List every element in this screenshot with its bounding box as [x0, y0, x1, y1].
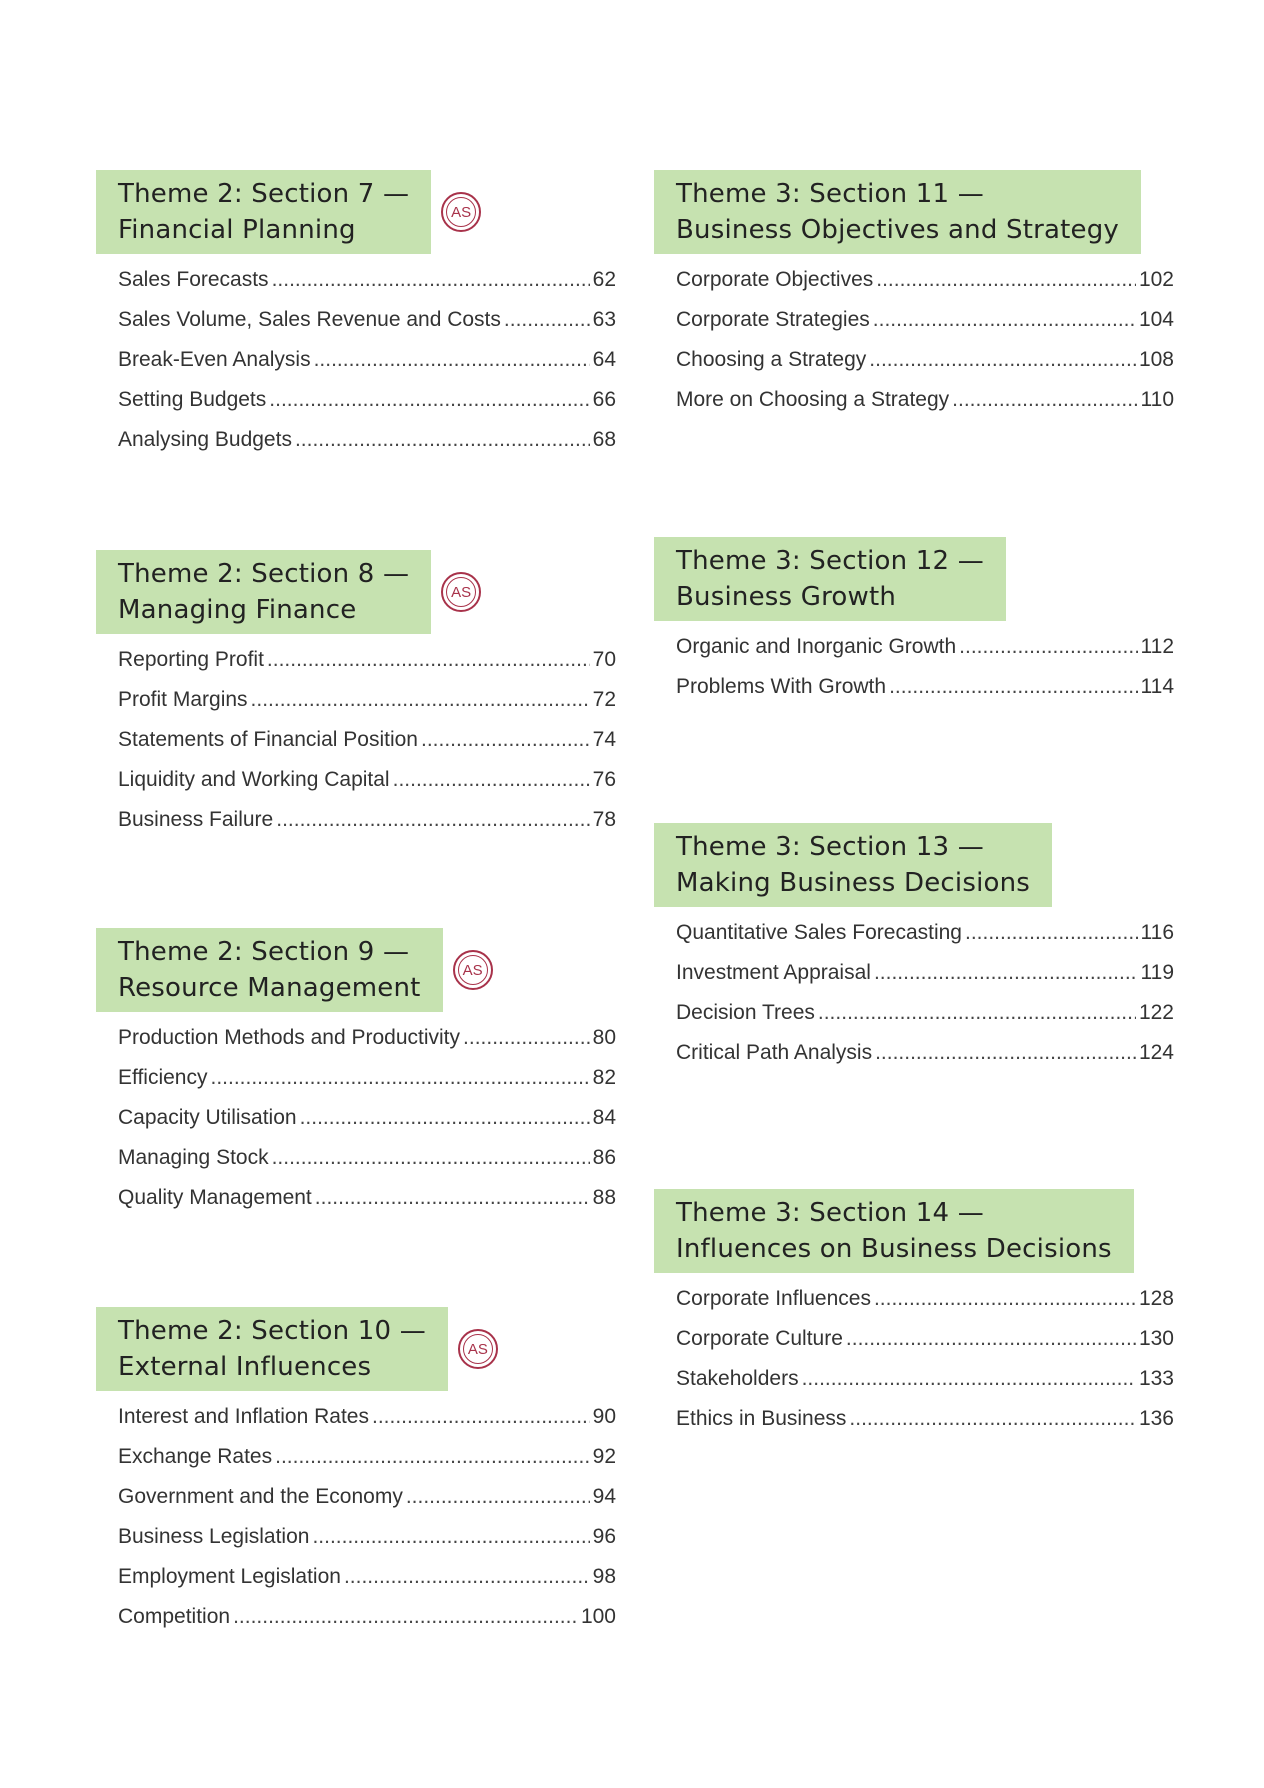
- section-header-line1: Theme 2: Section 7 —: [118, 179, 410, 209]
- section-10: [96, 1307, 616, 1645]
- section-header: [654, 170, 1141, 254]
- toc-entry[interactable]: Business Legislation ..... 96: [118, 1525, 616, 1565]
- toc-entry[interactable]: Choosing a Strategy ..... 108: [676, 348, 1174, 388]
- toc-list: [96, 268, 616, 468]
- toc-entry[interactable]: Analysing Budgets ..... 68: [118, 428, 616, 468]
- toc-entry[interactable]: Corporate Influences ..... 128: [676, 1287, 1174, 1327]
- toc-entry[interactable]: Critical Path Analysis ..... 124: [676, 1041, 1174, 1081]
- section-header-line2: Managing Finance: [118, 595, 357, 625]
- toc-entry[interactable]: Sales Volume, Sales Revenue and Costs ..... 63: [118, 308, 616, 348]
- toc-entry[interactable]: Quantitative Sales Forecasting ..... 116: [676, 921, 1174, 961]
- section-header: [96, 928, 443, 1012]
- toc-entry[interactable]: Setting Budgets ..... 66: [118, 388, 616, 428]
- section-header: [96, 170, 431, 254]
- toc-entry[interactable]: Interest and Inflation Rates ..... 90: [118, 1405, 616, 1445]
- toc-entry[interactable]: Capacity Utilisation ..... 84: [118, 1106, 616, 1146]
- section-header-line1: Theme 3: Section 14 —: [676, 1198, 984, 1228]
- toc-entry[interactable]: Efficiency ..... 82: [118, 1066, 616, 1106]
- toc-list: [654, 1287, 1174, 1447]
- toc-entry[interactable]: Organic and Inorganic Growth ..... 112: [676, 635, 1174, 675]
- section-9: [96, 928, 616, 1226]
- section-header-line1: Theme 2: Section 9 —: [118, 937, 410, 967]
- toc-list: [654, 268, 1174, 428]
- section-13: [654, 823, 1174, 1081]
- section-14: [654, 1189, 1174, 1447]
- toc-entry[interactable]: Stakeholders ..... 133: [676, 1367, 1174, 1407]
- toc-entry[interactable]: Corporate Culture ..... 130: [676, 1327, 1174, 1367]
- section-header-line2: Business Growth: [676, 582, 897, 612]
- as-badge-icon: AS: [441, 572, 481, 612]
- section-header: [96, 550, 431, 634]
- toc-entry[interactable]: Competition ..... 100: [118, 1605, 616, 1645]
- as-badge-icon: AS: [441, 192, 481, 232]
- toc-list: [96, 648, 616, 848]
- toc-entry[interactable]: Quality Management ..... 88: [118, 1186, 616, 1226]
- section-header-line2: Business Objectives and Strategy: [676, 215, 1119, 245]
- toc-list: [654, 635, 1174, 715]
- section-header: [654, 823, 1052, 907]
- toc-entry[interactable]: Managing Stock ..... 86: [118, 1146, 616, 1186]
- section-header-line1: Theme 2: Section 8 —: [118, 559, 410, 589]
- section-header-line2: Making Business Decisions: [676, 868, 1031, 898]
- toc-entry[interactable]: Problems With Growth ..... 114: [676, 675, 1174, 715]
- toc-entry[interactable]: Profit Margins ..... 72: [118, 688, 616, 728]
- toc-entry[interactable]: Production Methods and Productivity ..... 80: [118, 1026, 616, 1066]
- as-badge-icon: AS: [453, 950, 493, 990]
- section-header-line2: Financial Planning: [118, 215, 356, 245]
- toc-entry[interactable]: Sales Forecasts ..... 62: [118, 268, 616, 308]
- section-header: [96, 1307, 448, 1391]
- section-12: [654, 537, 1174, 715]
- toc-entry[interactable]: Statements of Financial Position ..... 74: [118, 728, 616, 768]
- section-11: [654, 170, 1174, 428]
- toc-entry[interactable]: Exchange Rates ..... 92: [118, 1445, 616, 1485]
- toc-entry[interactable]: Business Failure ..... 78: [118, 808, 616, 848]
- toc-list: [96, 1026, 616, 1226]
- section-header: [654, 1189, 1134, 1273]
- as-badge-icon: AS: [458, 1329, 498, 1369]
- section-header-line1: Theme 3: Section 13 —: [676, 832, 984, 862]
- toc-entry[interactable]: Investment Appraisal ..... 119: [676, 961, 1174, 1001]
- toc-entry[interactable]: Corporate Strategies ..... 104: [676, 308, 1174, 348]
- toc-entry[interactable]: More on Choosing a Strategy ..... 110: [676, 388, 1174, 428]
- toc-entry[interactable]: Corporate Objectives ..... 102: [676, 268, 1174, 308]
- section-7: [96, 170, 616, 468]
- toc-entry[interactable]: Break-Even Analysis ..... 64: [118, 348, 616, 388]
- section-header-line1: Theme 3: Section 11 —: [676, 179, 984, 209]
- toc-entry[interactable]: Ethics in Business ..... 136: [676, 1407, 1174, 1447]
- section-8: [96, 550, 616, 848]
- toc-entry[interactable]: Government and the Economy ..... 94: [118, 1485, 616, 1525]
- toc-list: [96, 1405, 616, 1645]
- section-header: [654, 537, 1006, 621]
- toc-list: [654, 921, 1174, 1081]
- section-header-line2: External Influences: [118, 1352, 372, 1382]
- toc-entry[interactable]: Liquidity and Working Capital ..... 76: [118, 768, 616, 808]
- section-header-line1: Theme 2: Section 10 —: [118, 1316, 426, 1346]
- section-header-line2: Influences on Business Decisions: [676, 1234, 1112, 1264]
- section-header-line1: Theme 3: Section 12 —: [676, 546, 984, 576]
- toc-entry[interactable]: Reporting Profit ..... 70: [118, 648, 616, 688]
- toc-entry[interactable]: Employment Legislation ..... 98: [118, 1565, 616, 1605]
- section-header-line2: Resource Management: [118, 973, 421, 1003]
- toc-entry[interactable]: Decision Trees ..... 122: [676, 1001, 1174, 1041]
